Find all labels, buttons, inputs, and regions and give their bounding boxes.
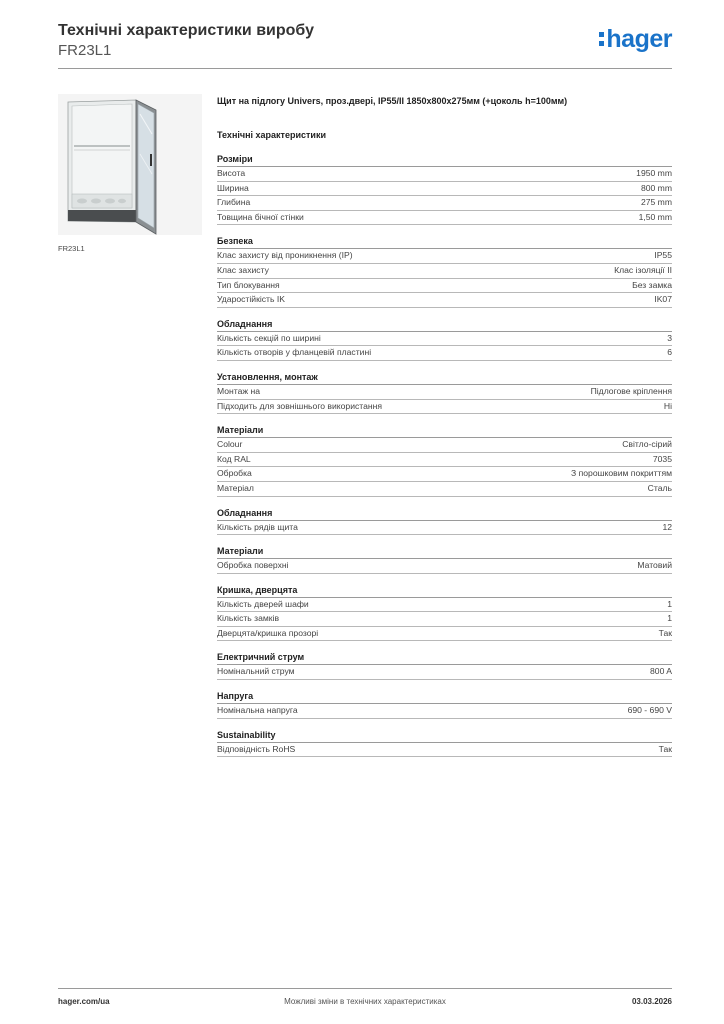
spec-value: 1 <box>667 613 672 624</box>
spec-value: З порошковим покриттям <box>571 468 672 479</box>
spec-row <box>217 612 672 627</box>
hager-logo <box>599 24 672 54</box>
spec-label: Монтаж на <box>217 385 261 396</box>
document-title: Технічні характеристики виробу <box>58 22 314 39</box>
spec-label: Глибина <box>217 197 251 208</box>
spec-label: Кількість замків <box>217 613 280 624</box>
spec-section <box>217 153 672 225</box>
logo-text: hager <box>606 24 672 53</box>
spec-value: 3 <box>667 332 672 343</box>
spec-row <box>217 249 672 264</box>
spec-label: Товщина бічної стінки <box>217 211 304 222</box>
section-title: Обладнання <box>217 507 672 521</box>
image-caption: FR23L1 <box>58 244 85 253</box>
spec-label: Обробка <box>217 468 252 479</box>
spec-value: Без замка <box>632 279 672 290</box>
spec-row <box>217 196 672 211</box>
spec-row <box>217 438 672 453</box>
spec-section <box>217 651 672 680</box>
spec-value: Ні <box>663 400 672 411</box>
spec-row <box>217 211 672 226</box>
spec-value: Клас ізоляції II <box>614 264 672 275</box>
footer-divider <box>58 988 672 989</box>
spec-label: Висота <box>217 168 246 178</box>
spec-row <box>217 279 672 294</box>
spec-row <box>217 346 672 361</box>
spec-section <box>217 545 672 574</box>
section-title: Кришка, дверцята <box>217 584 672 598</box>
spec-label: Кількість дверей шафи <box>217 598 309 609</box>
spec-label: Відповідність RoHS <box>217 743 296 754</box>
spec-content <box>217 95 672 757</box>
spec-label: Номінальна напруга <box>217 705 298 716</box>
footer-website: hager.com/ua <box>58 997 110 1006</box>
spec-row <box>217 521 672 536</box>
spec-section <box>217 507 672 536</box>
spec-label: Дверцята/кришка прозорі <box>217 627 319 638</box>
spec-value: 275 mm <box>640 197 672 208</box>
section-title: Sustainability <box>217 729 672 743</box>
spec-label: Кількість секцій по ширині <box>217 332 321 343</box>
logo-dots-icon <box>599 30 604 48</box>
spec-label: Обробка поверхні <box>217 560 289 571</box>
header-divider <box>58 68 672 69</box>
spec-label: Ширина <box>217 182 249 193</box>
spec-value: 12 <box>662 521 672 532</box>
section-title: Електричний струм <box>217 651 672 665</box>
spec-row <box>217 482 672 497</box>
section-title: Матеріали <box>217 545 672 559</box>
spec-value: IK07 <box>654 294 672 305</box>
spec-row <box>217 400 672 415</box>
spec-value: Матовий <box>637 560 672 571</box>
spec-row <box>217 665 672 680</box>
spec-value: Підлогове кріплення <box>590 385 672 396</box>
spec-label: Клас захисту від проникнення (IP) <box>217 250 353 261</box>
spec-row <box>217 598 672 613</box>
spec-value: Так <box>658 627 672 638</box>
spec-sections <box>217 153 672 757</box>
spec-label: Номінальний струм <box>217 666 295 677</box>
spec-label: Кількість рядів щита <box>217 521 298 532</box>
spec-section <box>217 690 672 719</box>
spec-row <box>217 182 672 197</box>
spec-label: Клас захисту <box>217 264 269 275</box>
spec-row <box>217 704 672 719</box>
section-title: Матеріали <box>217 424 672 438</box>
spec-value: IP55 <box>654 250 672 261</box>
spec-value: Світло-сірий <box>622 439 672 450</box>
section-title: Безпека <box>217 235 672 249</box>
spec-label: Colour <box>217 439 243 450</box>
floor-cabinet-icon <box>58 94 202 235</box>
spec-value: Сталь <box>647 482 672 493</box>
product-image <box>58 94 202 235</box>
spec-label: Матеріал <box>217 482 254 493</box>
spec-value: 800 A <box>650 666 672 677</box>
spec-label: Ударостійкість IK <box>217 294 285 305</box>
spec-row <box>217 332 672 347</box>
spec-section <box>217 235 672 307</box>
spec-value: Так <box>658 743 672 754</box>
spec-row <box>217 467 672 482</box>
spec-value: 6 <box>667 347 672 358</box>
spec-row <box>217 627 672 642</box>
spec-row <box>217 293 672 308</box>
spec-section <box>217 371 672 414</box>
spec-label: Кількість отворів у фланцевій пластині <box>217 347 372 358</box>
section-title: Розміри <box>217 153 672 167</box>
spec-label: Код RAL <box>217 453 251 464</box>
spec-row <box>217 167 672 182</box>
specs-heading: Технічні характеристики <box>217 130 326 140</box>
spec-row <box>217 264 672 279</box>
page-footer <box>58 997 672 1009</box>
page-header <box>58 22 672 68</box>
spec-value: 800 mm <box>640 182 672 193</box>
spec-value: 1950 mm <box>636 168 672 178</box>
section-title: Установлення, монтаж <box>217 371 672 385</box>
spec-row <box>217 743 672 758</box>
footer-date: 03.03.2026 <box>631 997 672 1006</box>
spec-section <box>217 424 672 496</box>
spec-value: 1 <box>667 598 672 609</box>
product-name: Щит на підлогу Univers, проз.двері, IP55/II 1850x800x275мм (+цоколь h=100мм) <box>217 96 568 106</box>
spec-value: 7035 <box>652 453 672 464</box>
product-code: FR23L1 <box>58 42 112 59</box>
spec-value: 1,50 mm <box>638 211 672 222</box>
spec-row <box>217 559 672 574</box>
footer-note: Можливі зміни в технічних характеристиках <box>284 997 446 1006</box>
spec-row <box>217 453 672 468</box>
spec-value: 690 - 690 V <box>627 705 672 716</box>
spec-section <box>217 729 672 758</box>
spec-label: Тип блокування <box>217 279 280 290</box>
spec-section <box>217 318 672 361</box>
section-title: Обладнання <box>217 318 672 332</box>
section-title: Напруга <box>217 690 672 704</box>
spec-label: Підходить для зовнішнього використання <box>217 400 383 411</box>
spec-row <box>217 385 672 400</box>
spec-section <box>217 584 672 642</box>
